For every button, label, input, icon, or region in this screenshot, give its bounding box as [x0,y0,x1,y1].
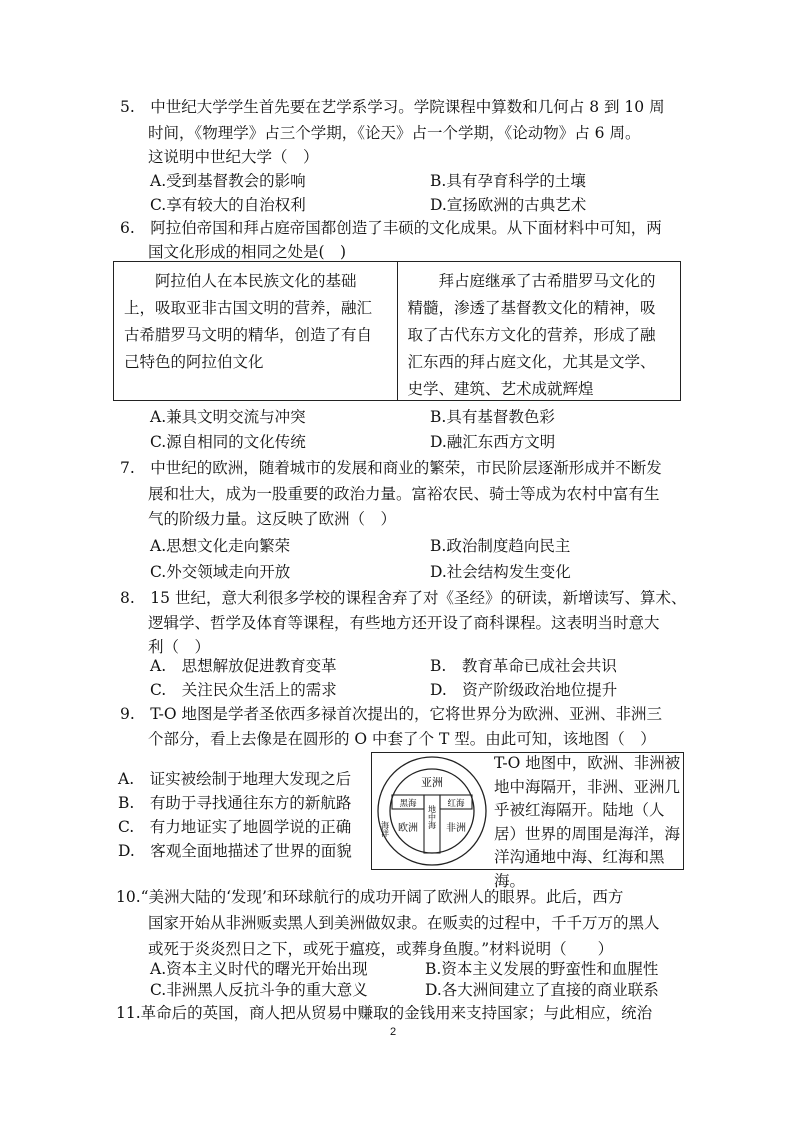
q6-material-arab-text: 阿拉伯人在本民族文化的基础上，吸取亚非古国文明的营养，融汇古希腊罗马文明的精华，创造了有自己特色的阿拉伯文化 [124,272,373,371]
q5-option-d: D.宣扬欧洲的古典艺术 [430,196,587,214]
q6-option-d: D.融汇东西方文明 [430,433,556,451]
q8-option-d: D. 资产阶级政治地位提升 [430,681,618,699]
q9-stem-line1: 9. T-O 地图是学者圣依西多禄首次提出的，它将世界分为欧洲、亚洲、非洲三 [120,705,663,723]
q6-option-a: A.兼具文明交流与冲突 [150,408,306,426]
q10-option-a: A.资本主义时代的曙光开始出现 [150,960,368,978]
q10-option-c: C.非洲黑人反抗斗争的重大意义 [150,981,368,999]
q6-stem-line1: 6. 阿拉伯帝国和拜占庭帝国都创造了丰硕的文化成果。从下面材料中可知，两 [120,219,662,237]
map-label-ocean: 海洋 [380,821,390,837]
q6-option-b: B.具有基督教色彩 [430,408,555,426]
q9-option-c: C. 有力地证实了地圆学说的正确 [118,818,352,836]
q10-stem-line2: 国家开始从非洲贩卖黑人到美洲做奴隶。在贩卖的过程中，千千万万的黑人 [148,914,660,932]
q7-option-d: D.社会结构发生变化 [430,563,571,581]
q7-stem-line3: 气的阶级力量。这反映了欧洲（ ） [148,510,397,528]
q8-stem-line2: 逻辑学、哲学及体育等课程，有些地方还开设了商科课程。这表明当时意大 [148,614,660,632]
q8-option-a: A. 思想解放促进教育变革 [150,657,337,675]
q6-material-table [113,261,681,401]
q6-material-byzantine [398,262,681,400]
q10-stem-line1: 10.“美洲大陆的‘发现’和环球航行的成功开阔了欧洲人的眼界。此后，西方 [116,888,624,906]
q5-stem-line2: 时间，《物理学》占三个学期，《论天》占一个学期，《论动物》占 6 周。 [148,124,641,142]
q9-option-d: D. 客观全面地描述了世界的面貌 [118,842,352,860]
q9-option-a: A. 证实被绘制于地理大发现之后 [118,770,352,788]
map-label-red-sea: 红海 [447,799,465,809]
q9-map-note-text: T-O 地图中，欧洲、非洲被地中海隔开，非洲、亚洲几乎被红海隔开。陆地（人居）世界的周围是海洋，海洋沟通地中海、红海和黑海。 [494,754,681,890]
q6-material-byzantine-text: 拜占庭继承了古希腊罗马文化的精髓，渗透了基督教文化的精神，吸取了古代东方文化的营养，形成了融汇东西的拜占庭文化，尤其是文学、史学、建筑、艺术成就辉煌 [407,272,656,398]
q7-option-c: C.外交领域走向开放 [150,563,291,581]
q11-stem-line1: 11.革命后的英国，商人把从贸易中赚取的金钱用来支持国家；与此相应，统治 [116,1004,653,1022]
q5-stem-line1: 5. 中世纪大学学生首先要在艺学系学习。学院课程中算数和几何占 8 到 10 周 [120,98,665,116]
map-label-europe: 欧洲 [398,823,418,834]
q8-stem-line1: 8. 15 世纪，意大利很多学校的课程舍弃了对《圣经》的研读，新增读写、算术、 [120,589,687,607]
q7-stem-line2: 展和壮大，成为一股重要的政治力量。富裕农民、骑士等成为农村中富有生 [148,485,660,503]
q5-option-a: A.受到基督教会的影响 [150,172,306,190]
page-number: 2 [390,1026,397,1038]
map-label-asia: 亚洲 [421,776,443,789]
q8-option-b: B. 教育革命已成社会共识 [430,657,617,675]
q9-option-b: B. 有助于寻找通往东方的新航路 [118,794,352,812]
q8-option-c: C. 关注民众生活上的需求 [150,681,337,699]
q7-option-a: A.思想文化走向繁荣 [150,537,291,555]
q10-option-d: D.各大洲间建立了直接的商业联系 [425,981,659,999]
q7-option-b: B.政治制度趋向民主 [430,537,571,555]
map-label-mediterranean: 地中海 [427,805,437,829]
q9-map-note [494,752,684,893]
q6-option-c: C.源自相同的文化传统 [150,433,306,451]
q9-stem-line2: 个部分，看上去像是在圆形的 O 中套了个 T 型。由此可知，该地图（ ） [148,730,656,748]
q5-option-c: C.享有较大的自治权利 [150,196,306,214]
q6-stem-line2: 国文化形成的相同之处是( ) [148,243,347,261]
map-label-black-sea: 黑海 [399,799,417,809]
q7-stem-line1: 7. 中世纪的欧洲，随着城市的发展和商业的繁荣，市民阶层逐渐形成并不断发 [120,459,662,477]
q5-stem-line3: 这说明中世纪大学（ ） [148,148,319,166]
q10-stem-line3: 或死于炎炎烈日之下，或死于瘟疫，或葬身鱼腹。”材料说明（ ） [148,940,614,958]
map-label-africa: 非洲 [446,823,466,834]
q10-option-b: B.资本主义发展的野蛮性和血腥性 [425,960,659,978]
q6-material-arab [114,262,398,400]
q8-stem-line3: 利（ ） [148,638,211,656]
q5-option-b: B.具有孕育科学的土壤 [430,172,586,190]
